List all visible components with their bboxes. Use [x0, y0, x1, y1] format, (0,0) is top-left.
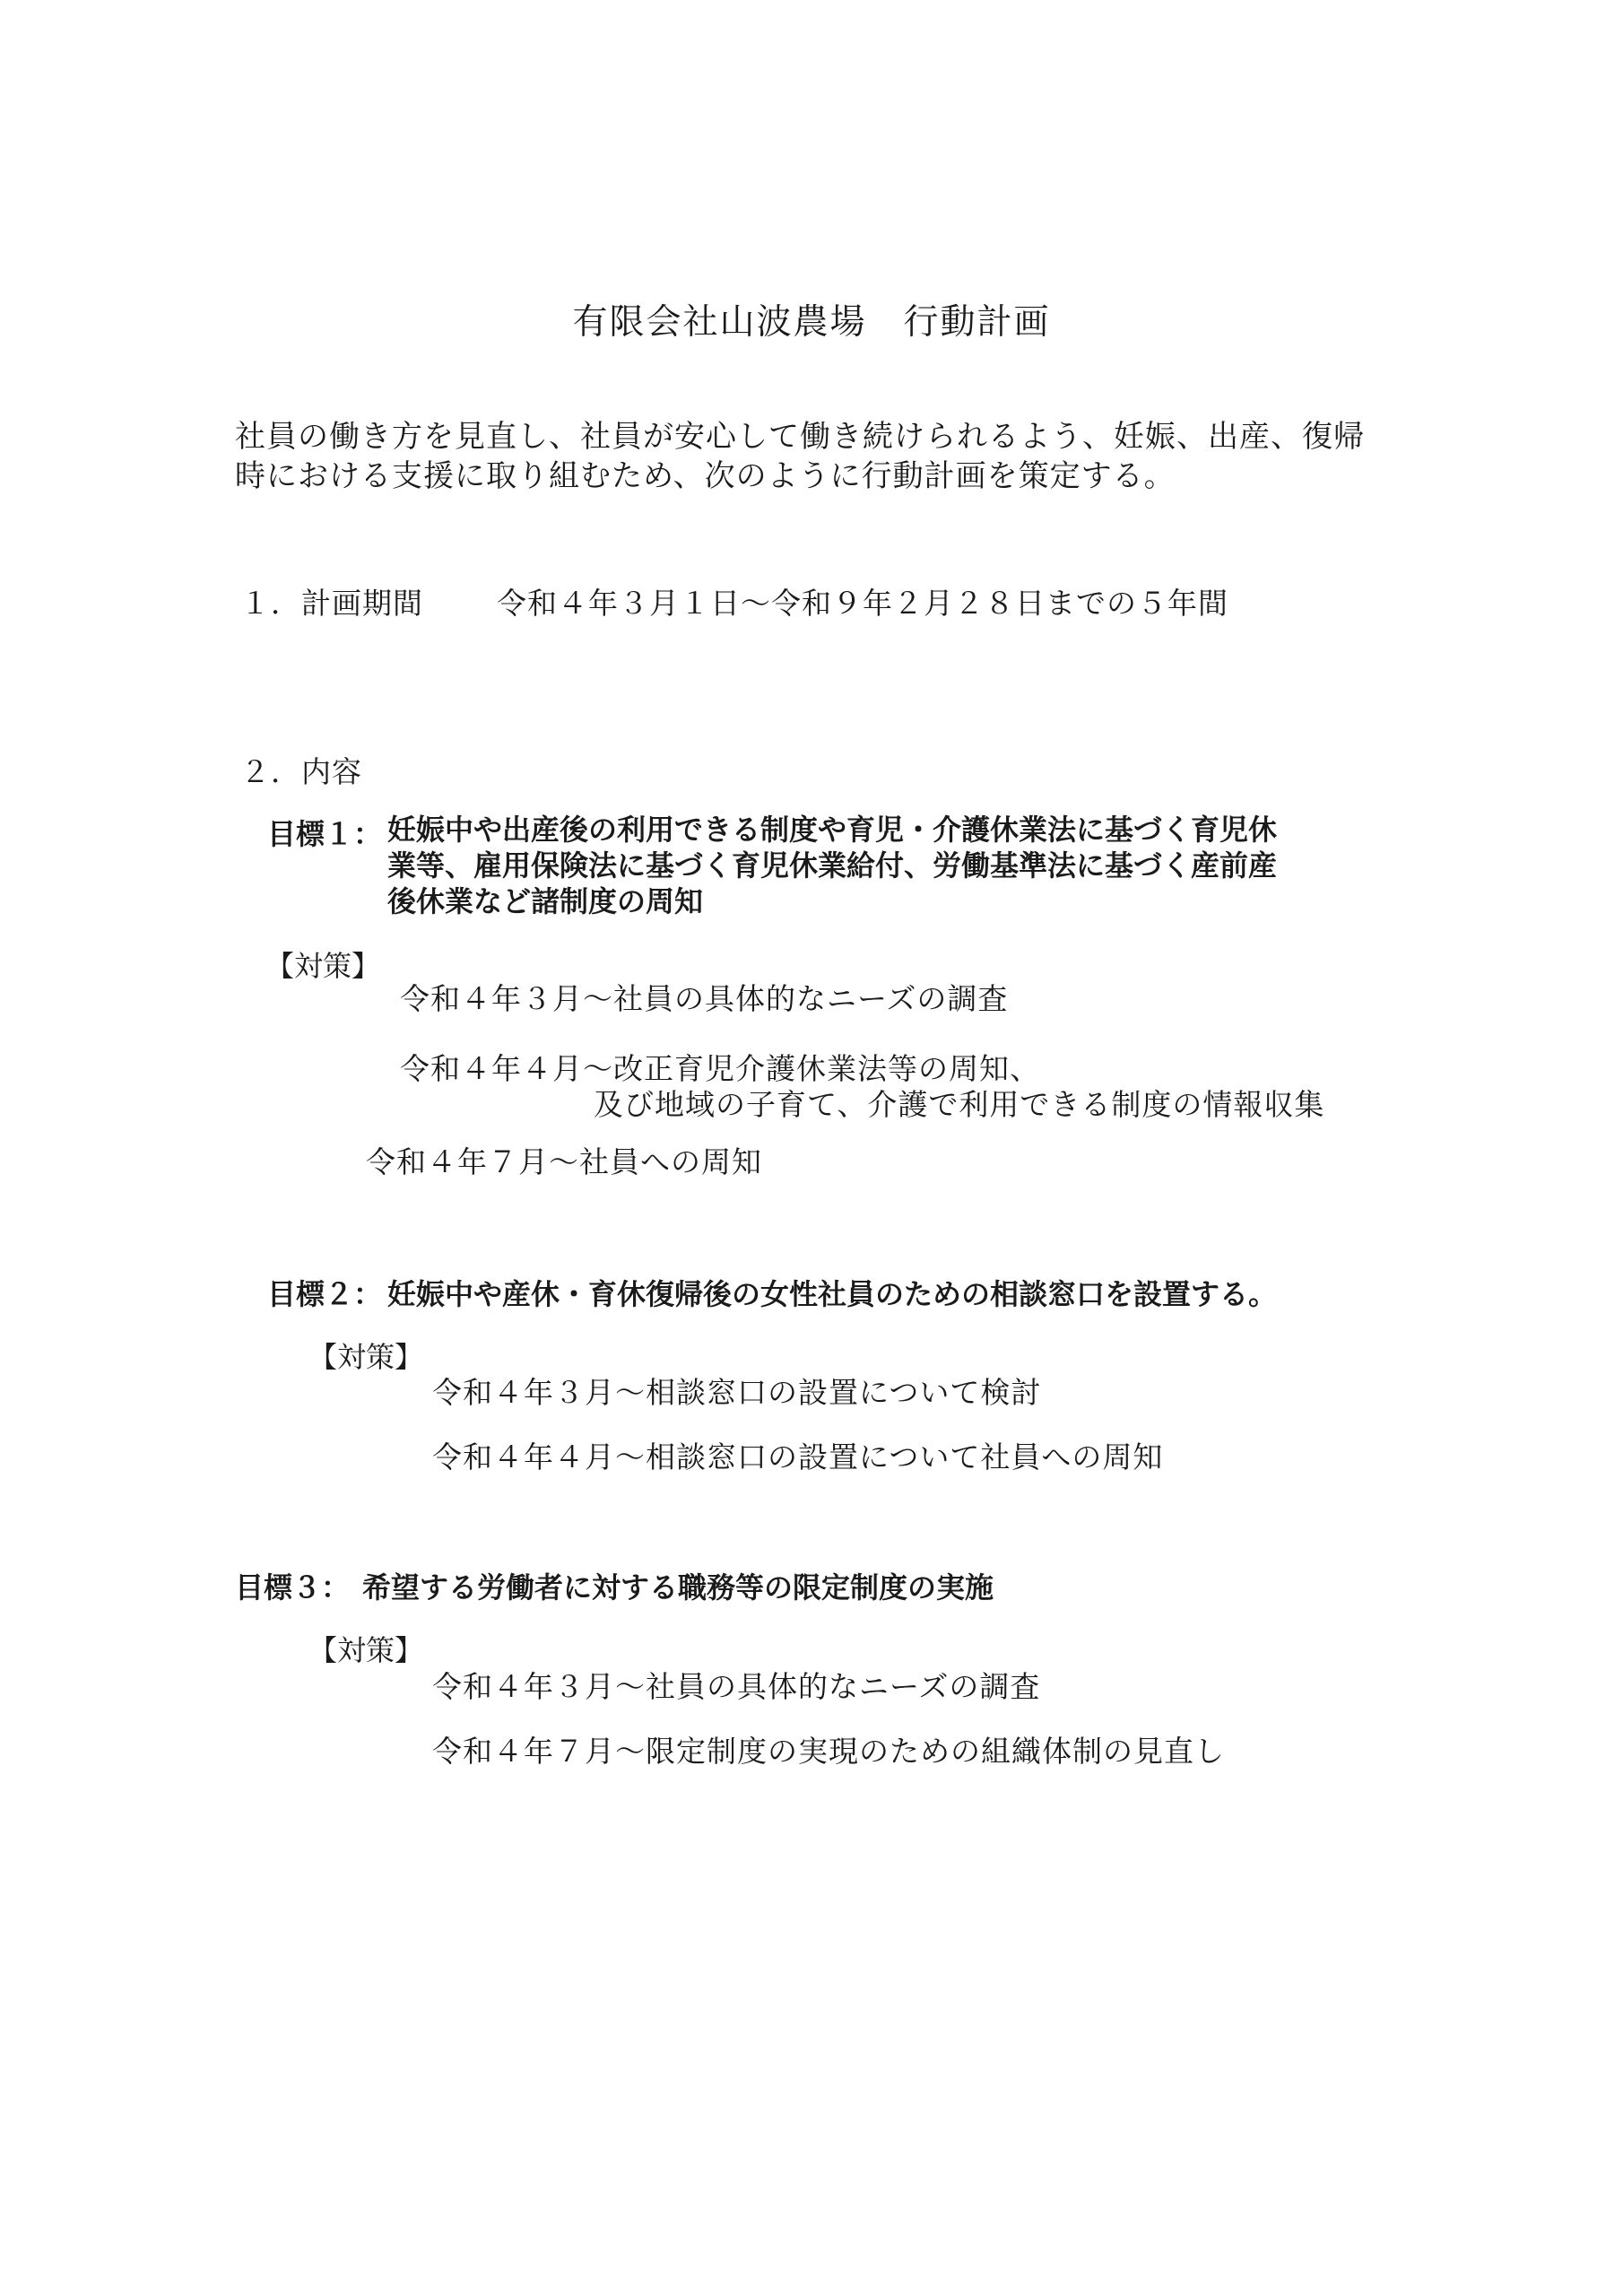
- goal1-label: 目標１：: [267, 817, 383, 851]
- goal2-measure-2: 令和４年４月～相談窓口の設置について社員への周知: [432, 1439, 1164, 1474]
- goal1-measure-1: 令和４年３月～社員の具体的なニーズの調査: [400, 981, 1009, 1016]
- intro-line-1: 社員の働き方を見直し、社員が安心して働き続けられるよう、妊娠、出産、復帰: [235, 419, 1365, 455]
- intro-line-2: 時における支援に取り組むため、次のように行動計画を策定する。: [235, 458, 1176, 494]
- goal2-taisaku-label: 【対策】: [308, 1340, 424, 1374]
- goal3-measure-2: 令和４年７月～限定制度の実現のための組織体制の見直し: [432, 1734, 1225, 1769]
- goal1-text: [387, 812, 1277, 919]
- goal1-measure-2-cont: 及び地域の子育て、介護で利用できる制度の情報収集: [594, 1087, 1325, 1122]
- goal1-measure-3: 令和４年７月～社員への周知: [366, 1144, 762, 1179]
- goal2-measure-1: 令和４年３月～相談窓口の設置について検討: [432, 1375, 1042, 1410]
- goal2-label: 目標２：: [267, 1277, 383, 1311]
- goal2-text: 妊娠中や産休・育休復帰後の女性社員のための相談窓口を設置する。: [387, 1277, 1278, 1311]
- goal3-label: 目標３：: [235, 1570, 351, 1605]
- goal1-text-line-2: 業等、雇用保険法に基づく育児休業給付、労働基準法に基づく産前産: [387, 848, 1278, 883]
- goal3-text: 希望する労働者に対する職務等の限定制度の実施: [362, 1570, 994, 1605]
- section2-label: ２．内容: [240, 754, 362, 789]
- section1-label: １．計画期間: [240, 586, 423, 621]
- intro-paragraph: [235, 417, 1365, 496]
- goal1-text-line-1: 妊娠中や出産後の利用できる制度や育児・介護休業法に基づく育児休: [387, 813, 1278, 847]
- goal1-taisaku-label: 【対策】: [265, 949, 381, 983]
- goal1-measure-2: 令和４年４月～改正育児介護休業法等の周知、: [400, 1051, 1040, 1086]
- goal3-measure-1: 令和４年３月～社員の具体的なニーズの調査: [432, 1669, 1041, 1704]
- document-title: 有限会社山波農場 行動計画: [572, 302, 1051, 343]
- goal1-text-line-3: 後休業など諸制度の周知: [387, 884, 704, 918]
- section1-period: 令和４年３月１日～令和９年２月２８日までの５年間: [497, 586, 1228, 621]
- goal3-taisaku-label: 【対策】: [308, 1633, 424, 1667]
